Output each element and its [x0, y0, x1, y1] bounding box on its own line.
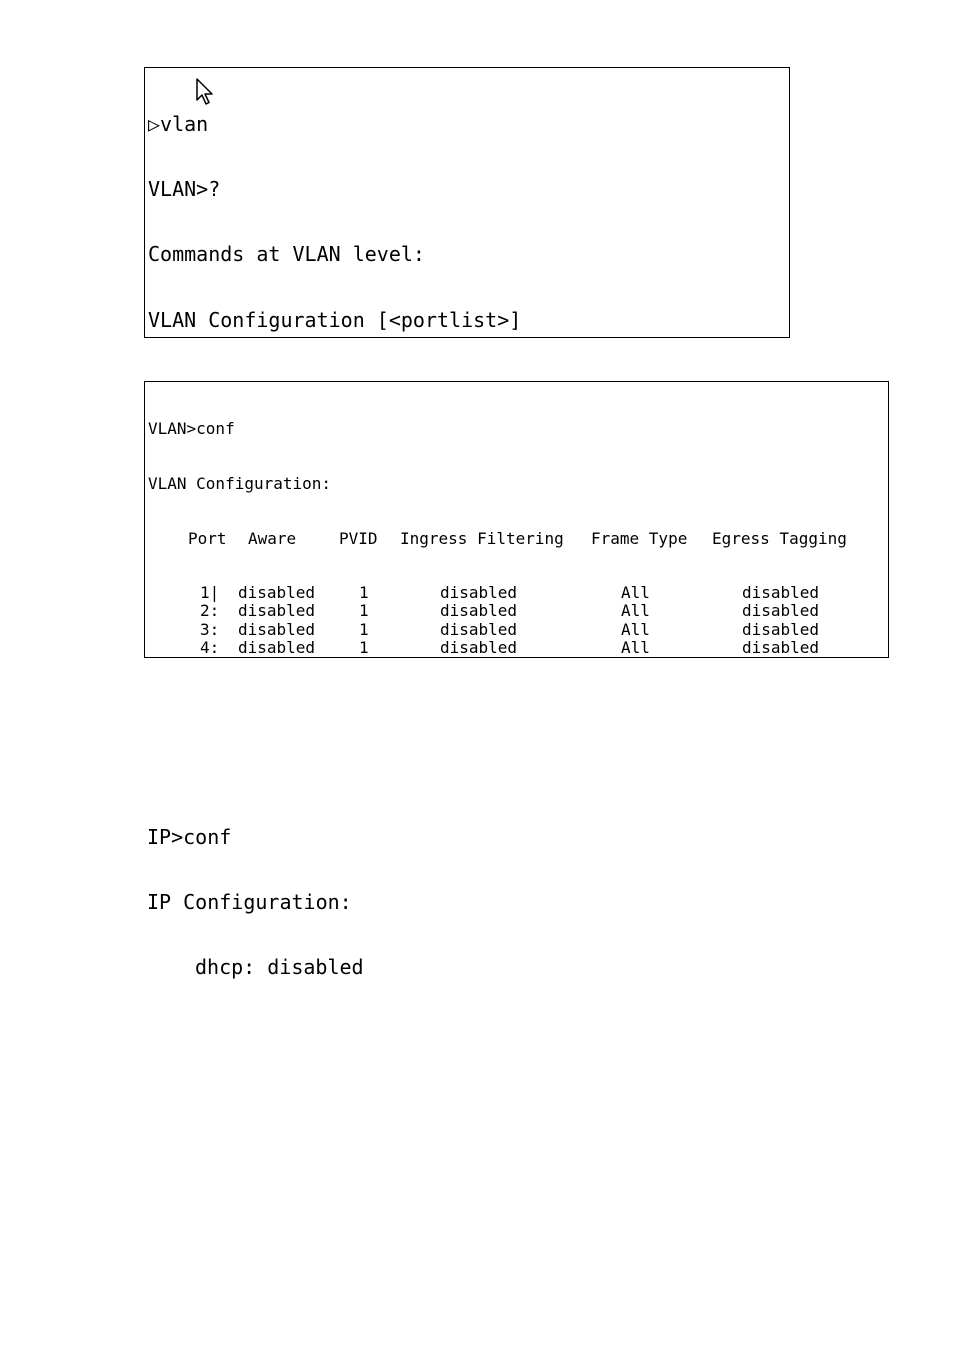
cell-port: 2:: [200, 601, 220, 621]
cell-ingress-filtering: disabled: [440, 637, 518, 657]
table-row: [148, 621, 888, 639]
cell-frame-type: All: [621, 619, 650, 639]
vlan-help-terminal[interactable]: [144, 67, 790, 338]
cell-aware: [238, 657, 315, 658]
ip-conf-terminal[interactable]: [144, 783, 564, 1007]
cell-port: [200, 657, 219, 658]
cell-ingress-filtering: disabled: [440, 583, 518, 603]
header-frame-type: Frame Type: [591, 528, 688, 548]
header-pvid: PVID: [339, 528, 378, 548]
terminal-line-conf-command: VLAN>conf: [148, 419, 235, 439]
header-ingress-filtering: Ingress Filtering: [400, 528, 564, 548]
vlan-configuration-title: VLAN Configuration:: [148, 474, 332, 493]
vlan-table-body: [148, 584, 888, 658]
terminal-line-commands-heading: Commands at VLAN level:: [148, 242, 425, 267]
ip-configuration-title: IP Configuration:: [147, 889, 352, 914]
terminal-line-vlan-command: ▷vlan: [148, 111, 209, 136]
cell-pvid: 1: [359, 601, 369, 621]
cell-aware: disabled: [238, 637, 316, 657]
cell-frame-type: [621, 657, 650, 658]
cell-ingress-filtering: disabled: [440, 619, 518, 639]
cell-pvid: 1: [359, 619, 369, 639]
table-row: [148, 657, 888, 658]
ip-entry-dhcp-text: dhcp: disabled: [195, 955, 364, 980]
terminal-line-help-command: VLAN>?: [148, 176, 221, 201]
cell-aware: disabled: [238, 583, 316, 603]
cell-frame-type: All: [621, 601, 650, 621]
cell-port: 1|: [200, 583, 220, 603]
header-aware: Aware: [248, 528, 297, 548]
cell-egress-tagging: disabled: [742, 619, 820, 639]
ip-entry-dhcp: [147, 957, 564, 979]
terminal-line-ip-conf-command: IP>conf: [147, 824, 232, 849]
table-row: [148, 639, 888, 657]
table-row: [148, 584, 888, 602]
cell-ingress-filtering: [440, 657, 517, 658]
cell-egress-tagging: [742, 657, 819, 658]
cell-aware: disabled: [238, 619, 316, 639]
cell-pvid: 1: [359, 583, 369, 603]
cell-frame-type: All: [621, 583, 650, 603]
table-row: [148, 602, 888, 620]
vlan-table-header: [148, 530, 888, 548]
cell-egress-tagging: disabled: [742, 637, 820, 657]
mouse-pointer-icon: [196, 78, 218, 106]
cell-pvid: 1: [359, 637, 369, 657]
cell-port: 4:: [200, 637, 220, 657]
terminal-line-vlan-configuration: VLAN Configuration [<portlist>]: [148, 307, 522, 332]
cell-egress-tagging: disabled: [742, 601, 820, 621]
cell-ingress-filtering: disabled: [440, 601, 518, 621]
cell-frame-type: All: [621, 637, 650, 657]
cell-egress-tagging: disabled: [742, 583, 820, 603]
cell-port: 3:: [200, 619, 220, 639]
header-port: Port: [188, 528, 227, 548]
header-egress-tagging: Egress Tagging: [712, 528, 847, 548]
vlan-conf-terminal[interactable]: [144, 381, 889, 658]
cell-pvid: [359, 657, 369, 658]
cell-aware: disabled: [238, 601, 316, 621]
